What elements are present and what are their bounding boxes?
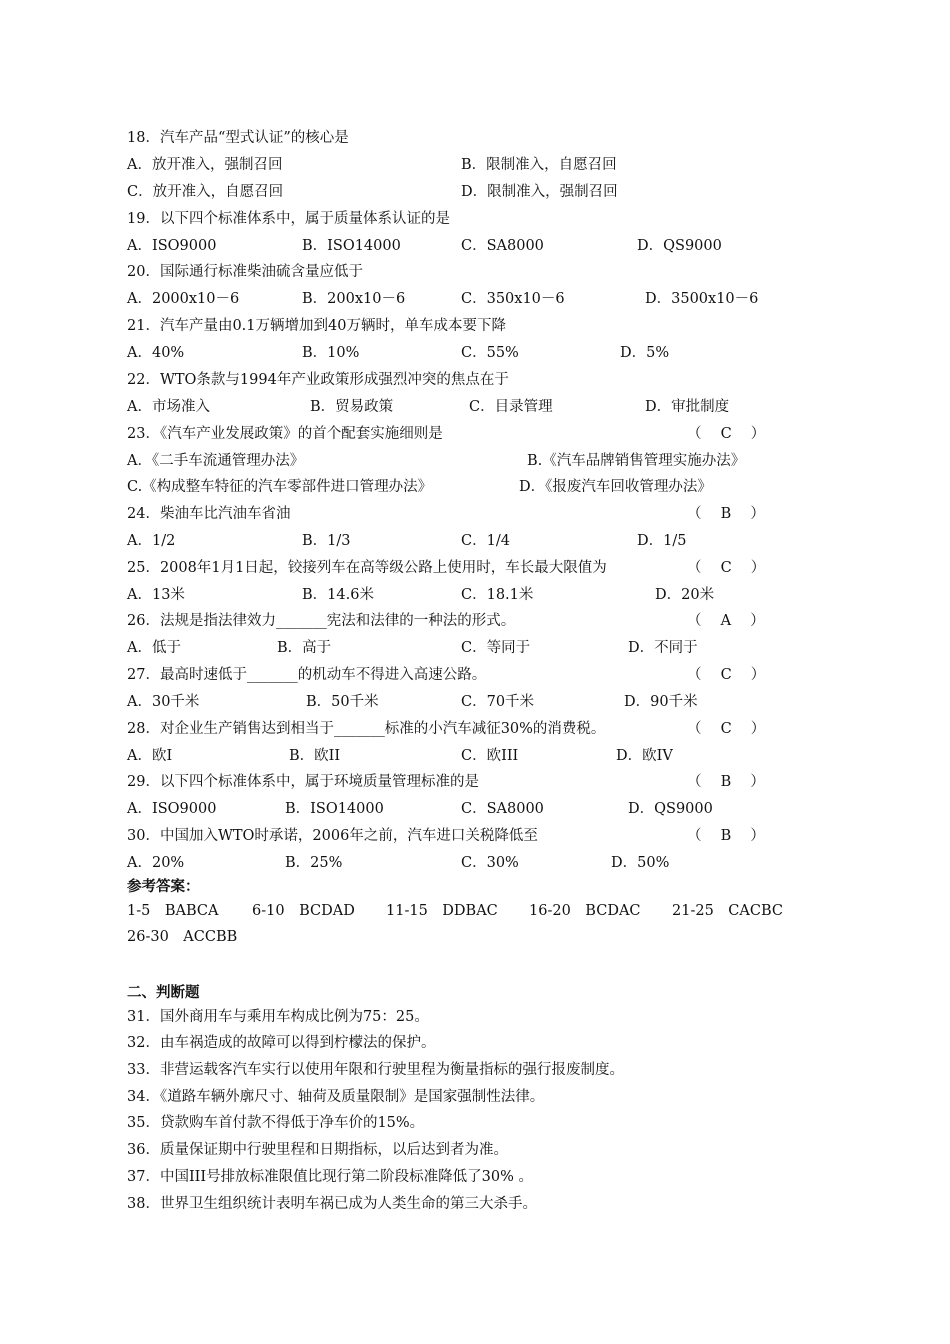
options-row (127, 235, 807, 257)
question-18 (127, 127, 807, 149)
answer-group: 16-20 BCDAC (529, 903, 641, 919)
options-row (127, 852, 807, 874)
answer-group: 6-10 BCDAD (252, 903, 355, 919)
answer-group: 1-5 BABCA (127, 903, 219, 919)
option-d: D．限制准入，强制召回 (461, 184, 618, 200)
question-22 (127, 369, 807, 391)
question-23 (127, 423, 807, 445)
true-false-item: 32．由车祸造成的故障可以得到柠檬法的保护。 (127, 1035, 436, 1051)
answer-bracket: （ B ） (687, 828, 765, 844)
options-row (127, 154, 807, 176)
question-20 (127, 261, 807, 283)
option-d: D．QS9000 (637, 238, 722, 254)
answer-group: 21-25 CACBC (672, 903, 783, 919)
option-b: B．50千米 (306, 694, 379, 710)
options-row (127, 476, 807, 498)
option-a: A．《二手车流通管理办法》 (127, 453, 305, 469)
option-b: B．ISO14000 (302, 238, 401, 254)
option-b: B．14.6米 (302, 587, 374, 603)
options-row (127, 691, 807, 713)
question-24 (127, 503, 807, 525)
question-stem: 30．中国加入WTO时承诺，2006年之前，汽车进口关税降低至 (127, 828, 538, 844)
question-29 (127, 771, 807, 793)
option-d: D．审批制度 (645, 399, 730, 415)
option-b: B．高于 (277, 640, 332, 656)
question-stem: 29．以下四个标准体系中，属于环境质量管理标准的是 (127, 774, 479, 790)
option-c: C．55% (461, 345, 519, 361)
option-c: C．放开准入，自愿召回 (127, 184, 284, 200)
option-b: B．欧II (289, 748, 341, 764)
question-21 (127, 315, 807, 337)
option-d: D．不同于 (628, 640, 698, 656)
option-a: A．30千米 (127, 694, 200, 710)
answer-group: 11-15 DDBAC (386, 903, 498, 919)
true-false-item: 36．质量保证期中行驶里程和日期指标，以后达到者为准。 (127, 1142, 508, 1158)
true-false-item: 31．国外商用车与乘用车构成比例为75：25。 (127, 1009, 429, 1025)
question-stem: 26．法规是指法律效力_______宪法和法律的一种法的形式。 (127, 613, 516, 629)
options-row (127, 181, 807, 203)
options-row (127, 342, 807, 364)
answer-bracket: （ C ） (687, 667, 766, 683)
options-row (127, 450, 807, 472)
question-stem: 28．对企业生产销售达到相当于_______标准的小汽车减征30%的消费税。 (127, 721, 606, 737)
option-b: B．限制准入，自愿召回 (461, 157, 617, 173)
answer-bracket: （ C ） (687, 560, 766, 576)
option-c: C．30% (461, 855, 519, 871)
option-b: B．1/3 (302, 533, 351, 549)
question-28 (127, 718, 807, 740)
option-d: D．欧IV (616, 748, 673, 764)
answer-key-row (127, 926, 807, 948)
true-false-item: 33．非营运载客汽车实行以使用年限和行驶里程为衡量指标的强行报废制度。 (127, 1062, 624, 1078)
option-a: A．2000x10－6 (127, 291, 240, 307)
option-d: D．《报废汽车回收管理办法》 (519, 479, 712, 495)
option-b: B．10% (302, 345, 360, 361)
option-d: D．QS9000 (628, 801, 713, 817)
option-a: A．20% (127, 855, 185, 871)
option-c: C．1/4 (461, 533, 510, 549)
option-d: D．3500x10－6 (645, 291, 759, 307)
question-stem: 23．《汽车产业发展政策》的首个配套实施细则是 (127, 426, 443, 442)
options-row (127, 584, 807, 606)
question-stem: 18．汽车产品“型式认证”的核心是 (127, 130, 349, 146)
option-a: A．13米 (127, 587, 185, 603)
option-b: B．200x10－6 (302, 291, 406, 307)
true-false-item: 35．贷款购车首付款不得低于净车价的15%。 (127, 1115, 425, 1131)
option-d: D．90千米 (624, 694, 698, 710)
option-c: C．SA8000 (461, 238, 544, 254)
option-c: C．70千米 (461, 694, 535, 710)
options-row (127, 637, 807, 659)
question-30 (127, 825, 807, 847)
option-b: B.《汽车品牌销售管理实施办法》 (527, 453, 746, 469)
section-heading: 二、判断题 (127, 985, 200, 1001)
answer-group: 26-30 ACCBB (127, 929, 238, 945)
question-stem: 27．最高时速低于_______的机动车不得进入高速公路。 (127, 667, 487, 683)
option-b: B．25% (285, 855, 343, 871)
question-stem: 24．柴油车比汽油车省油 (127, 506, 291, 522)
true-false-item: 38．世界卫生组织统计表明车祸已成为人类生命的第三大杀手。 (127, 1196, 537, 1212)
option-d: D．20米 (655, 587, 715, 603)
option-c: C．350x10－6 (461, 291, 565, 307)
option-b: B．贸易政策 (310, 399, 394, 415)
question-stem: 21．汽车产量由0.1万辆增加到40万辆时，单车成本要下降 (127, 318, 506, 334)
answer-key-row (127, 900, 807, 922)
question-stem: 19．以下四个标准体系中，属于质量体系认证的是 (127, 211, 450, 227)
question-25 (127, 557, 807, 579)
option-c: C．等同于 (461, 640, 531, 656)
options-row (127, 530, 807, 552)
question-stem: 20．国际通行标准柴油硫含量应低于 (127, 264, 363, 280)
option-c: C.《构成整车特征的汽车零部件进口管理办法》 (127, 479, 433, 495)
option-a: A．低于 (127, 640, 181, 656)
answer-bracket: （ A ） (687, 613, 765, 629)
option-a: A．ISO9000 (127, 238, 217, 254)
option-c: C．欧III (461, 748, 519, 764)
true-false-item: 37．中国III号排放标准限值比现行第二阶段标准降低了30% 。 (127, 1169, 533, 1185)
answer-key-heading: 参考答案： (127, 879, 200, 895)
options-row (127, 396, 807, 418)
option-d: D．1/5 (637, 533, 687, 549)
option-d: D．50% (611, 855, 670, 871)
option-a: A．欧I (127, 748, 173, 764)
option-c: C．SA8000 (461, 801, 544, 817)
true-false-item: 34．《道路车辆外廓尺寸、轴荷及质量限制》是国家强制性法律。 (127, 1089, 545, 1105)
option-a: A．ISO9000 (127, 801, 217, 817)
options-row (127, 798, 807, 820)
option-a: A．40% (127, 345, 185, 361)
question-stem: 22．WTO条款与1994年产业政策形成强烈冲突的焦点在于 (127, 372, 509, 388)
answer-bracket: （ C ） (687, 721, 766, 737)
answer-bracket: （ B ） (687, 506, 765, 522)
answer-bracket: （ C ） (687, 426, 766, 442)
options-row (127, 288, 807, 310)
option-c: C．18.1米 (461, 587, 534, 603)
options-row (127, 745, 807, 767)
question-stem: 25．2008年1月1日起，铰接列车在高等级公路上使用时，车长最大限值为 (127, 560, 607, 576)
question-19 (127, 208, 807, 230)
answer-bracket: （ B ） (687, 774, 765, 790)
option-d: D．5% (620, 345, 670, 361)
option-b: B．ISO14000 (285, 801, 384, 817)
option-c: C．目录管理 (469, 399, 553, 415)
question-26 (127, 610, 807, 632)
option-a: A．1/2 (127, 533, 176, 549)
option-a: A．市场准入 (127, 399, 210, 415)
option-a: A．放开准入，强制召回 (127, 157, 283, 173)
question-27 (127, 664, 807, 686)
